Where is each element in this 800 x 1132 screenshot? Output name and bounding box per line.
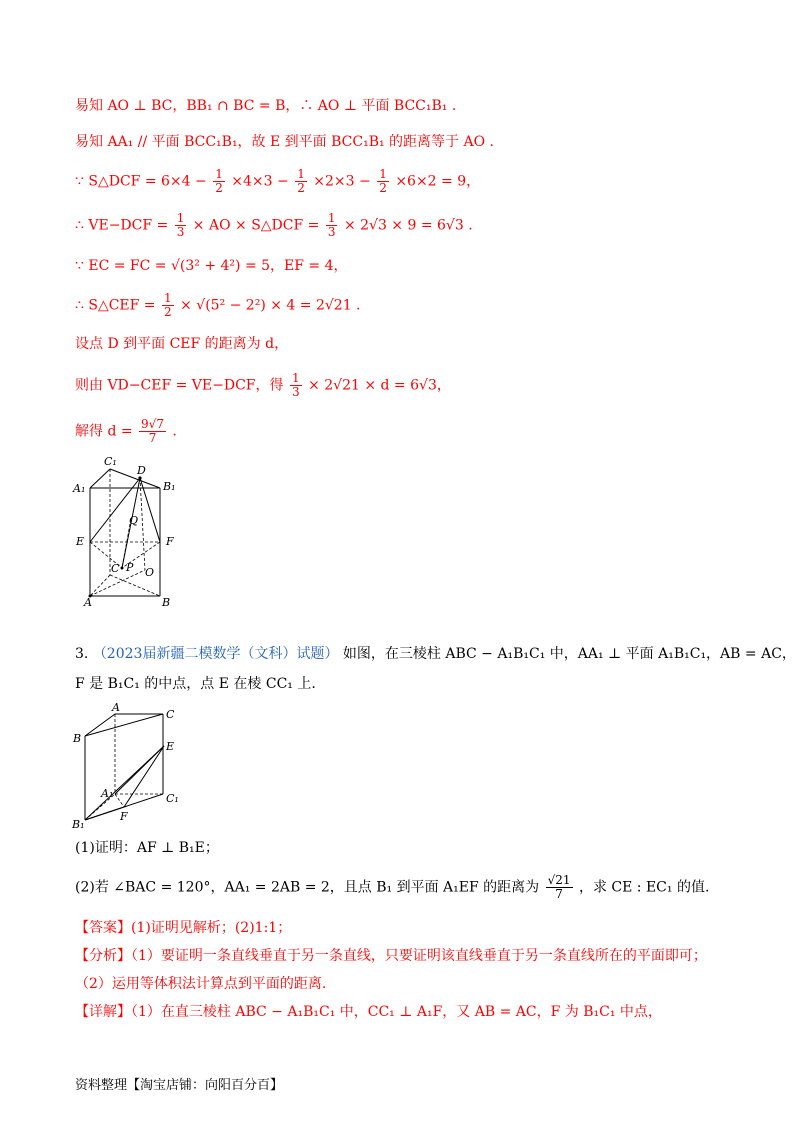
problem-3-part-1: (1)证明：AF ⊥ B₁E； bbox=[75, 840, 219, 856]
label-b: B bbox=[162, 596, 171, 607]
prism-figure-2 bbox=[70, 700, 190, 835]
label-o: O bbox=[145, 566, 155, 579]
line9-prefix: 解得 d = bbox=[75, 423, 133, 440]
label-a1: A₁ bbox=[73, 482, 86, 495]
label-f: F bbox=[166, 535, 174, 548]
line8-prefix: 则由 VD−CEF = VE−DCF，得 bbox=[75, 377, 284, 394]
fraction-half-3: $\frac{1}{2}$ bbox=[379, 167, 387, 195]
label2-c: C bbox=[166, 708, 175, 721]
solution-line-7: 设点 D 到平面 CEF 的距离为 d， bbox=[75, 336, 289, 352]
solution-line-2: 易知 AA₁ // 平面 BCC₁B₁，故 E 到平面 BCC₁B₁ 的距离等于 AO . bbox=[75, 134, 494, 150]
problem-3-stem-line2: F 是 B₁C₁ 的中点，点 E 在棱 CC₁ 上. bbox=[75, 676, 316, 692]
label2-b: B bbox=[73, 732, 82, 745]
line3-mid2: ×2×3 − bbox=[313, 173, 371, 190]
part2-suffix: ，求 CE : EC₁ 的值. bbox=[578, 879, 710, 896]
analysis-line-2: （2）运用等体积法计算点到平面的距离. bbox=[75, 976, 327, 992]
analysis-tag: 【分析】 bbox=[75, 948, 131, 964]
fraction-half-4: $\frac{1}{2}$ bbox=[164, 291, 172, 319]
label2-c1: C₁ bbox=[166, 792, 179, 805]
solution-line-5: ∵ EC = FC = √(3² + 4²) = 5，EF = 4， bbox=[75, 258, 348, 274]
fraction-third-2: $\frac{1}{3}$ bbox=[327, 211, 336, 239]
line6-suffix: × √(5² − 2²) × 4 = 2√21 . bbox=[180, 297, 361, 314]
fraction-half-2: $\frac{1}{2}$ bbox=[297, 167, 305, 195]
label-b1: B₁ bbox=[163, 480, 176, 493]
part2-prefix: (2)若 ∠BAC = 120°，AA₁ = 2AB = 2，且点 B₁ 到平面 A₁EF 的距离为 bbox=[75, 879, 540, 896]
solution-line-3 bbox=[75, 168, 480, 195]
problem-number: 3. bbox=[75, 646, 89, 662]
label-c1: C₁ bbox=[104, 455, 117, 468]
line6-prefix: ∴ S△CEF = bbox=[75, 297, 156, 314]
fraction-answer: $\frac{9√7}{7}$ bbox=[141, 417, 164, 445]
fraction-third-3: $\frac{1}{3}$ bbox=[291, 371, 300, 399]
label-c: C bbox=[111, 562, 120, 575]
label-p: P bbox=[126, 561, 134, 574]
analysis-line-1 bbox=[75, 946, 707, 966]
label-e: E bbox=[76, 535, 85, 548]
part2-fraction: $\frac{√21}{7}$ bbox=[547, 873, 571, 901]
solution-line-1: 易知 AO ⊥ BC，BB₁ ∩ BC = B，∴ AO ⊥ 平面 BCC₁B₁ . bbox=[75, 98, 457, 114]
label2-a1: A₁ bbox=[101, 787, 114, 800]
label-a: A bbox=[84, 596, 92, 607]
label2-e: E bbox=[166, 740, 175, 753]
solution-line-4 bbox=[75, 212, 473, 239]
problem-source: （2023届新疆二模数学（文科）试题） bbox=[92, 646, 339, 662]
line3-mid1: ×4×3 − bbox=[231, 173, 289, 190]
problem-3-stem-line1 bbox=[75, 644, 796, 664]
label2-f: F bbox=[120, 810, 128, 823]
line4-mid: × AO × S△DCF = bbox=[192, 217, 320, 234]
problem-3-part-2 bbox=[75, 874, 709, 901]
line8-suffix: × 2√21 × d = 6√3， bbox=[308, 377, 451, 394]
label-q: Q bbox=[129, 514, 139, 527]
line4-prefix: ∴ VE−DCF = bbox=[75, 217, 169, 234]
footer-credit: 资料整理【淘宝店铺：向阳百分百】 bbox=[75, 1078, 284, 1093]
fraction-third-1: $\frac{1}{3}$ bbox=[176, 211, 185, 239]
line3-prefix: ∵ S△DCF = 6×4 − bbox=[75, 173, 207, 190]
analysis-text-1: （1）要证明一条直线垂直于另一条直线，只要证明该直线垂直于另一条直线所在的平面即可； bbox=[131, 948, 707, 964]
prism-figure-1 bbox=[70, 452, 190, 607]
line9-suffix: . bbox=[172, 423, 177, 440]
solution-line-6 bbox=[75, 292, 361, 319]
fraction-half-1: $\frac{1}{2}$ bbox=[215, 167, 223, 195]
label2-a: A bbox=[112, 701, 120, 714]
detail-line bbox=[75, 1002, 662, 1022]
detail-text: （1）在直三棱柱 ABC − A₁B₁C₁ 中，CC₁ ⊥ A₁F，又 AB = AC，F 为 B₁C₁ 中点， bbox=[131, 1004, 662, 1020]
problem-stem-1: 如图，在三棱柱 ABC − A₁B₁C₁ 中，AA₁ ⊥ 平面 A₁B₁C₁，AB = AC， bbox=[342, 646, 796, 662]
label2-b1: B₁ bbox=[72, 818, 85, 831]
line4-suffix: × 2√3 × 9 = 6√3 . bbox=[343, 217, 473, 234]
solution-line-8 bbox=[75, 372, 451, 399]
line3-suffix: ×6×2 = 9， bbox=[395, 173, 481, 190]
detail-tag: 【详解】 bbox=[75, 1004, 131, 1020]
answer-text: (1)证明见解析；(2)1:1； bbox=[131, 920, 292, 936]
answer-tag: 【答案】 bbox=[75, 920, 131, 936]
answer-line bbox=[75, 918, 291, 938]
solution-line-9 bbox=[75, 418, 177, 445]
label-d: D bbox=[137, 464, 146, 477]
